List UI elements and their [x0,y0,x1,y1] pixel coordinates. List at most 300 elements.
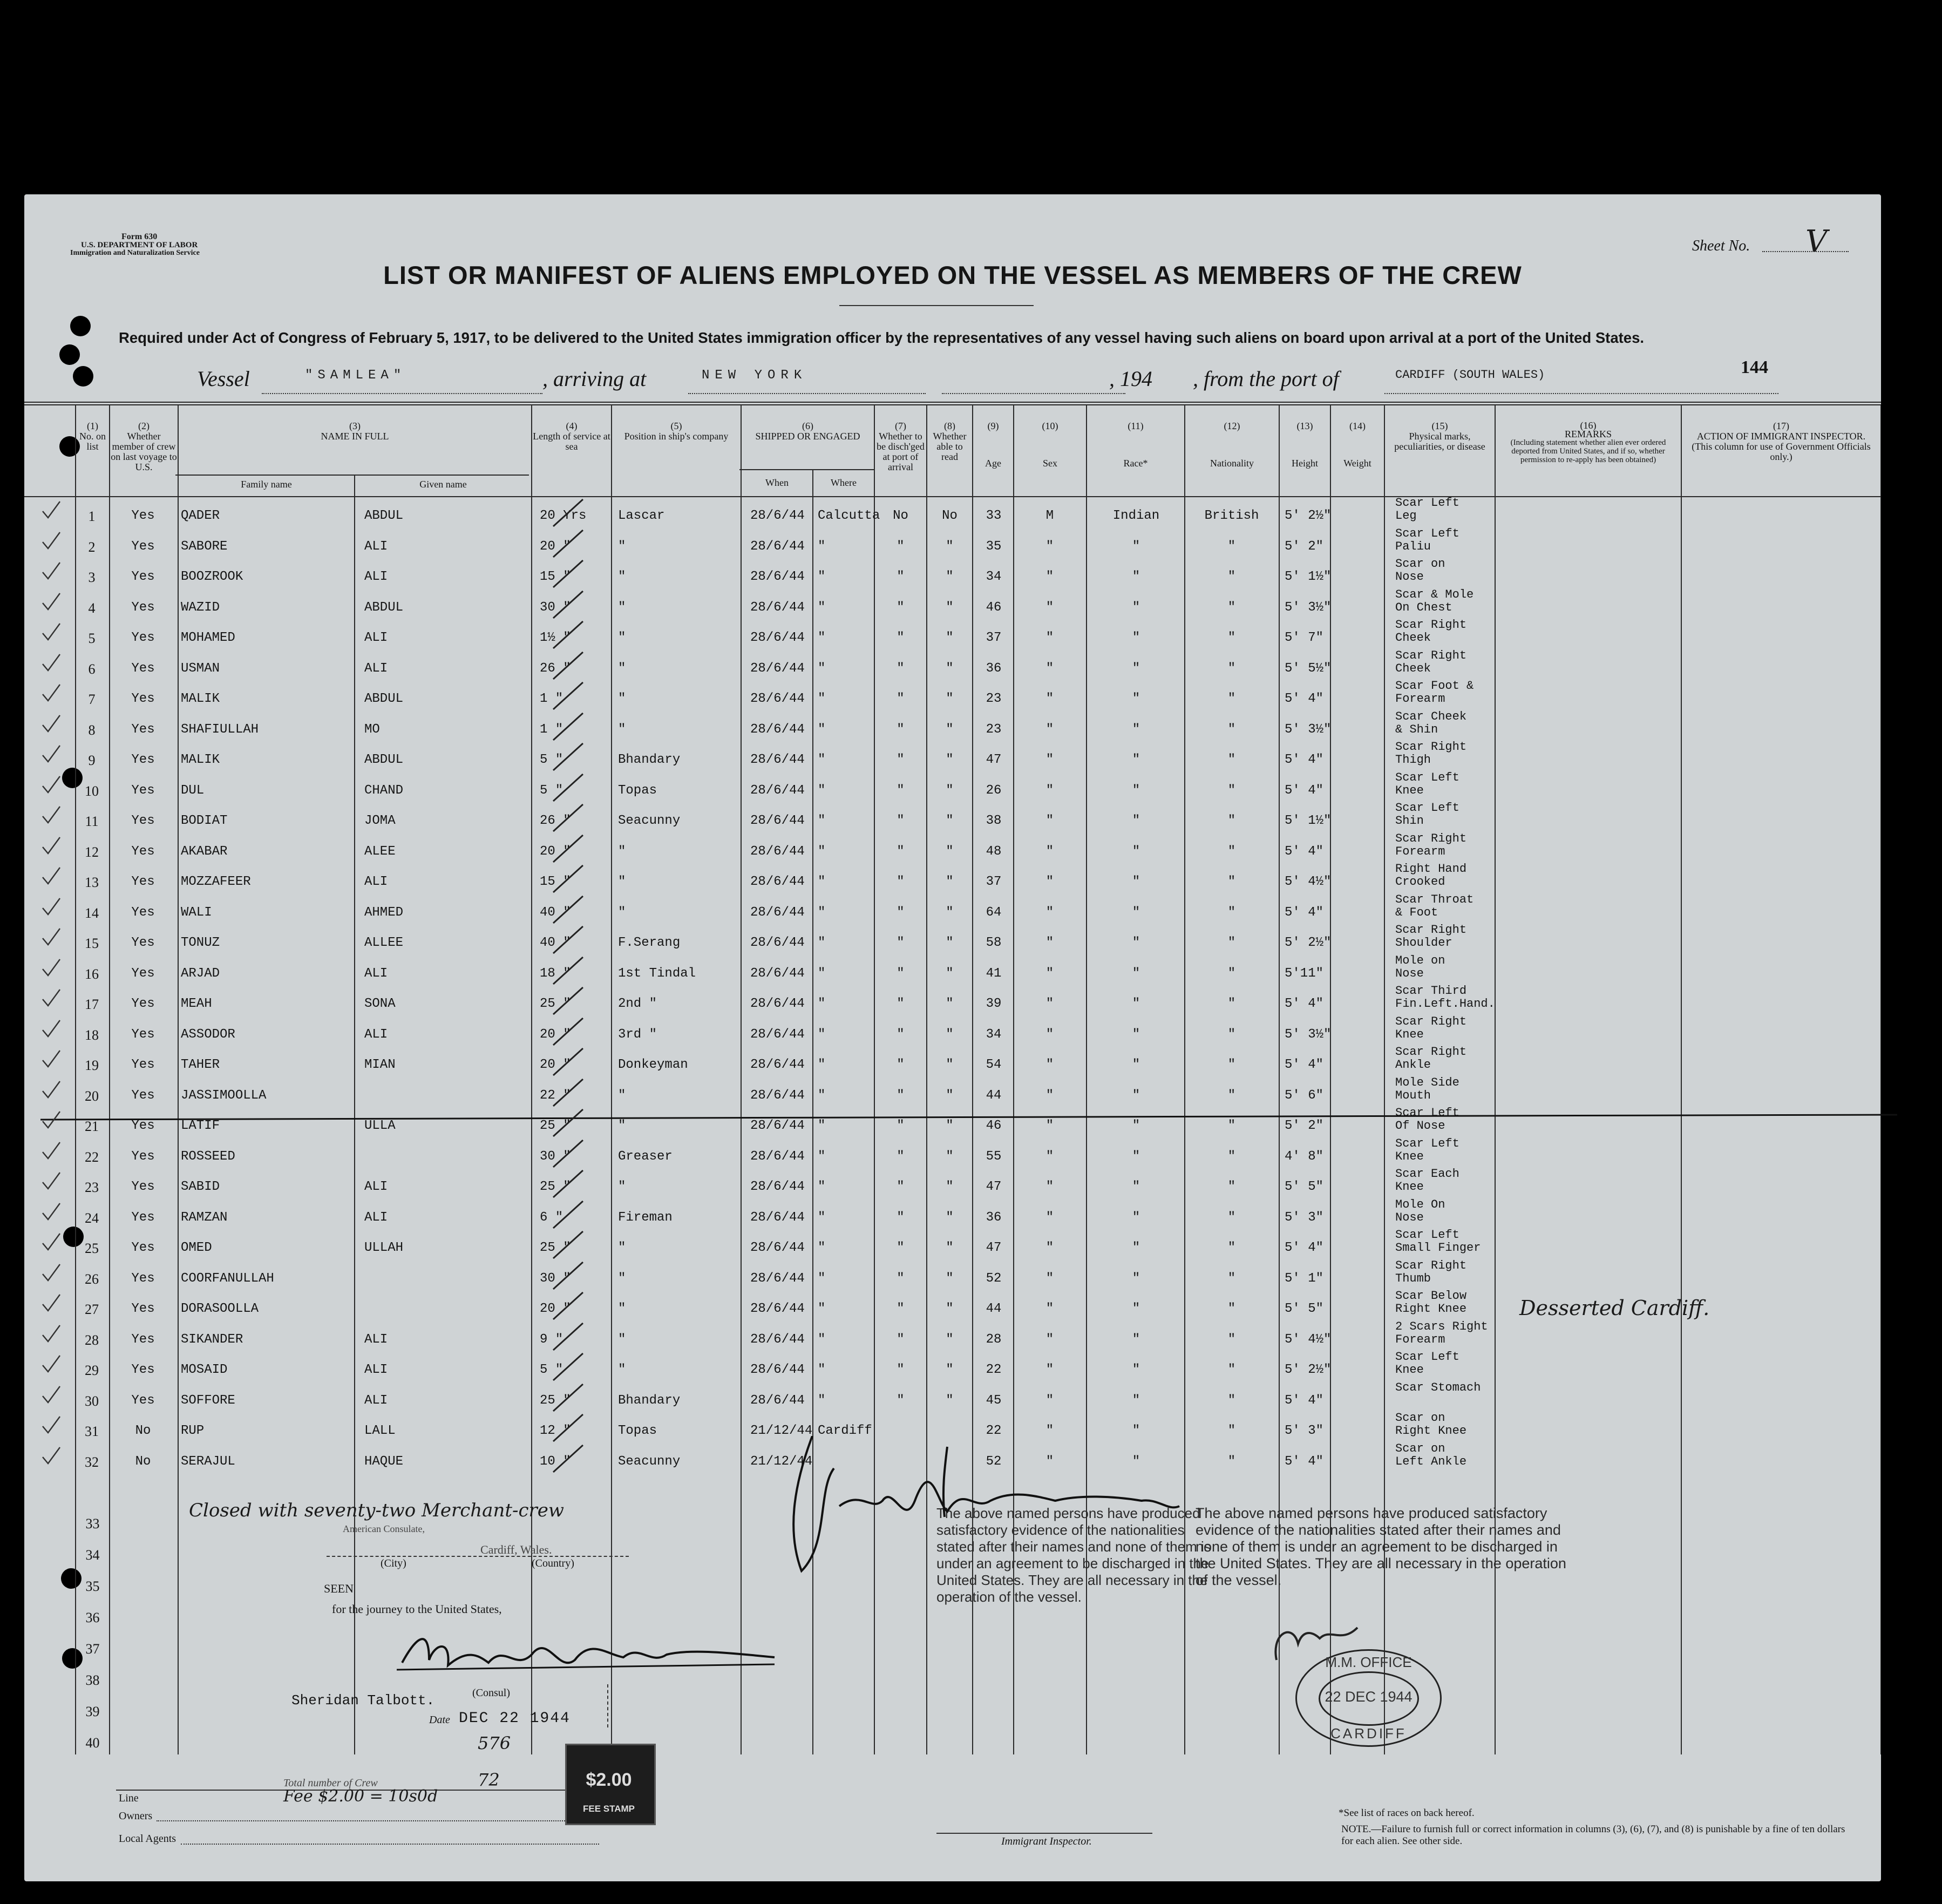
race: " [1132,661,1140,676]
crew-number: 31 [85,1424,99,1439]
able-to-read: " [946,997,954,1011]
physical-marks: Scar Right Thigh [1395,740,1467,767]
race: " [1132,1119,1140,1133]
shipped-where: " [818,1363,826,1377]
discharge: " [897,1119,905,1133]
family-name: DORASOOLLA [181,1302,259,1316]
length-of-service: 20 Yrs [540,509,587,523]
tally-slash [551,1046,588,1078]
shipped-when: 28/6/44 [750,1149,805,1164]
sex: " [1045,844,1054,859]
check-mark-icon [40,1048,62,1070]
physical-marks: Mole on Nose [1395,953,1445,980]
nationality: " [1227,844,1236,859]
age: 44 [986,1302,1002,1316]
able-to-read: " [946,1302,954,1316]
age: 26 [986,783,1002,798]
family-name: MEAH [181,997,212,1011]
crew-number: 8 [88,722,96,738]
shipped-when: 28/6/44 [750,1027,805,1042]
master-signature [731,1436,1206,1576]
shipped-when: 28/6/44 [750,692,805,706]
sex: " [1045,814,1054,828]
shipped-when: 28/6/44 [750,1180,805,1194]
family-name: ARJAD [181,966,220,981]
discharge: " [897,1332,905,1347]
check-mark-icon [40,926,62,948]
shipped-where: " [818,1302,826,1316]
family-name: QADER [181,509,220,523]
given-name: ALI [364,1027,388,1042]
prev-voyage: Yes [131,509,155,523]
col17-header: (17) ACTION OF IMMIGRANT INSPECTOR. (This column for use of Government Officials only.) [1692,421,1871,462]
position: " [618,1271,626,1286]
table-row [24,618,1881,659]
seen-label: SEEN [324,1582,354,1595]
height: 5' 3½" [1285,1027,1332,1042]
physical-marks: Scar on Right Knee [1395,1411,1467,1438]
race: " [1132,570,1140,584]
discharge: " [897,966,905,981]
tally-slash [551,771,588,804]
prev-voyage: Yes [131,783,155,798]
consul-title: (Consul) [472,1687,510,1699]
shipped-when: 28/6/44 [750,722,805,737]
table-row [24,1228,1881,1269]
prev-voyage: Yes [131,692,155,706]
discharge: " [897,539,905,554]
table-row [24,1014,1881,1055]
tally-slash [551,1290,588,1322]
physical-marks: Scar Right Shoulder [1395,923,1467,950]
check-mark-icon [40,1170,62,1192]
height: 5' 5½" [1285,661,1332,676]
tally-slash [551,1076,588,1109]
inspector-line [936,1833,1152,1834]
tally-slash [551,497,588,529]
given-name: ULLAH [364,1241,404,1255]
shipped-where: " [818,570,826,584]
height: 5' 2½" [1285,1363,1332,1377]
table-row [24,953,1881,994]
position: " [618,905,626,920]
length-of-service: 5 " [540,1363,563,1377]
col12-header: (12) Nationality [1210,421,1254,469]
family-name: ROSSEED [181,1149,235,1164]
check-mark-icon [40,835,62,857]
age: 47 [986,1241,1002,1255]
able-to-read: " [946,875,954,889]
family-name: BOOZROOK [181,570,243,584]
physical-marks: Scar Each Knee [1395,1167,1459,1194]
check-mark-icon [40,682,62,704]
check-mark-icon [40,865,62,887]
length-of-service: 25 " [540,997,571,1011]
prev-voyage: Yes [131,1271,155,1286]
family-name: SABID [181,1180,220,1194]
sex: " [1045,570,1054,584]
prev-voyage: Yes [131,814,155,828]
position: Donkeyman [618,1058,688,1072]
physical-marks: Scar Left Knee [1395,1350,1459,1377]
nationality: " [1227,1393,1236,1408]
col16-header: (16) REMARKS (Including statement whether alien ever ordered deported from United States, and if so, whether permission to re-apply has been obtained) [1510,420,1666,464]
table-row [24,831,1881,872]
length-of-service: 12 " [540,1424,571,1438]
prev-voyage: Yes [131,753,155,767]
height: 5' 7" [1285,631,1324,645]
length-of-service: 30 " [540,600,571,615]
col3-header: (3) NAME IN FULL [321,421,389,442]
tally-slash [551,1320,588,1353]
physical-marks: Mole On Nose [1395,1197,1445,1224]
prev-voyage: Yes [131,1058,155,1072]
sex: " [1045,722,1054,737]
able-to-read: " [946,1332,954,1347]
total-crew-value: 72 [478,1770,500,1790]
family-name: MOHAMED [181,631,235,645]
able-to-read: " [946,631,954,645]
family-name: USMAN [181,661,220,676]
check-mark-icon [40,1292,62,1314]
race: " [1132,1027,1140,1042]
tally-slash [551,680,588,712]
table-row [24,1197,1881,1238]
nationality: " [1227,875,1236,889]
position: " [618,844,626,859]
tally-slash [551,985,588,1017]
shipped-when: 28/6/44 [750,1210,805,1225]
physical-marks: Scar Left Paliu [1395,526,1459,553]
crew-number: 22 [85,1149,99,1165]
prev-voyage: Yes [131,661,155,676]
family-name: MOZZAFEER [181,875,251,889]
nationality: " [1227,905,1236,920]
length-of-service: 40 " [540,905,571,920]
family-name: MOSAID [181,1363,228,1377]
nationality: " [1227,1241,1236,1255]
discharge: " [897,692,905,706]
check-mark-icon [40,1201,62,1223]
physical-marks: Scar & Mole On Chest [1395,587,1474,614]
check-mark-icon [40,774,62,796]
shipped-when: 28/6/44 [750,1332,805,1347]
position: " [618,570,626,584]
age: 47 [986,753,1002,767]
crew-number: 3 [88,570,96,585]
tally-slash [551,802,588,834]
check-mark-icon [40,1079,62,1101]
able-to-read: " [946,1058,954,1072]
tally-slash [551,1107,588,1139]
family-name: JASSIMOOLLA [181,1088,267,1103]
check-mark-icon [40,1109,62,1131]
crew-number: 24 [85,1210,99,1226]
nationality: " [1227,1302,1236,1316]
sheet-no-value: V [1805,224,1828,259]
able-to-read: " [946,1119,954,1133]
discharge: " [897,1393,905,1408]
height: 5' 1" [1285,1271,1324,1286]
check-mark-icon [40,1262,62,1284]
prev-voyage: Yes [131,631,155,645]
check-mark-icon [40,957,62,979]
shipped-where: Calcutta [818,509,880,523]
table-row [24,679,1881,720]
discharge: " [897,661,905,676]
check-mark-icon [40,1414,62,1436]
given-name: ABDUL [364,753,404,767]
given-name: LALL [364,1424,396,1438]
given-name: ALI [364,570,388,584]
prev-voyage: Yes [131,905,155,920]
certification-left: The above named persons have produced satisfactory evidence of the nationalities stated after their names and none of them is under an agreement to be discharged in the United States. They are all necessary in the operation of the vessel. [936,1505,1211,1605]
table-row [24,709,1881,750]
shipped-when: 21/12/44 [750,1454,813,1469]
physical-marks: Right Hand Crooked [1395,862,1467,889]
tally-slash [551,1198,588,1231]
shipped-where: " [818,1332,826,1347]
check-mark-icon [40,1323,62,1345]
check-mark-icon [40,499,62,521]
able-to-read: " [946,661,954,676]
table-row [24,862,1881,903]
table-row [24,1380,1881,1421]
given-name: JOMA [364,814,396,828]
nationality: " [1227,1363,1236,1377]
check-mark-icon [40,743,62,765]
position: Topas [618,783,657,798]
table-row [24,496,1881,537]
crew-number: 9 [88,753,96,768]
tally-slash [551,527,588,560]
able-to-read: No [942,509,958,523]
family-name: COORFANULLAH [181,1271,274,1286]
family-name: SHAFIULLAH [181,722,259,737]
sex: " [1045,1149,1054,1164]
height: 5' 2½" [1285,936,1332,950]
discharge: " [897,1271,905,1286]
age: 54 [986,1058,1002,1072]
race: " [1132,1424,1140,1438]
able-to-read: " [946,1241,954,1255]
prev-voyage: Yes [131,936,155,950]
position: " [618,1332,626,1347]
physical-marks: Scar Left Of Nose [1395,1106,1459,1133]
col4-header: (4) Length of service at sea [533,421,610,452]
discharge: " [897,722,905,737]
given-name: ALI [364,1332,388,1347]
race: " [1132,600,1140,615]
position: Lascar [618,509,665,523]
check-mark-icon [40,1140,62,1162]
col8-header: (8) Whether able to read [933,421,967,462]
sex: " [1045,905,1054,920]
physical-marks: Scar Below Right Knee [1395,1289,1467,1316]
check-mark-icon [40,621,62,643]
height: 5' 4" [1285,844,1324,859]
discharge: " [897,1363,905,1377]
height: 5' 4" [1285,783,1324,798]
sex: " [1045,1241,1054,1255]
col3-family-header: Family name [241,479,292,490]
length-of-service: 9 " [540,1332,563,1347]
shipped-where: " [818,1088,826,1103]
family-name: TAHER [181,1058,220,1072]
shipped-when: 28/6/44 [750,844,805,859]
family-name: RUP [181,1424,205,1438]
form-number: Form 630 [121,232,158,241]
shipped-where: " [818,661,826,676]
length-of-service: 20 " [540,1058,571,1072]
nationality: " [1227,1271,1236,1286]
given-name: MO [364,722,380,737]
race: " [1132,783,1140,798]
shipped-where: " [818,753,826,767]
position: " [618,1302,626,1316]
nationality: " [1227,1119,1236,1133]
discharge: " [897,814,905,828]
family-name: DUL [181,783,205,798]
discharge: " [897,844,905,859]
shipped-when: 28/6/44 [750,997,805,1011]
shipped-where: " [818,692,826,706]
height: 5' 4" [1285,905,1324,920]
prev-voyage: Yes [131,1119,155,1133]
physical-marks: Scar Right Knee [1395,1014,1467,1041]
family-name: SIKANDER [181,1332,243,1347]
crew-number: 2 [88,539,96,555]
shipped-when: 28/6/44 [750,1088,805,1103]
table-row [24,984,1881,1025]
height: 5' 2½" [1285,509,1332,523]
consulate-line [327,1556,629,1557]
crew-number: 29 [85,1363,99,1378]
crew-number: 14 [85,905,99,921]
age: 58 [986,936,1002,950]
race: " [1132,1088,1140,1103]
position: " [618,631,626,645]
discharge: " [897,905,905,920]
tally-slash [551,1015,588,1048]
nationality: " [1227,753,1236,767]
prev-voyage: Yes [131,844,155,859]
crew-number: 5 [88,631,96,646]
tally-slash [551,1259,588,1292]
sex: M [1045,509,1054,523]
length-of-service: 25 " [540,1180,571,1194]
physical-marks: Scar Cheek & Shin [1395,709,1467,736]
length-of-service: 1½ " [540,631,571,645]
shipped-where: " [818,936,826,950]
able-to-read: " [946,1210,954,1225]
shipped-when: 28/6/44 [750,570,805,584]
shipped-when: 28/6/44 [750,1058,805,1072]
length-of-service: 30 " [540,1149,571,1164]
vessel-name: "SAMLEA" [305,368,406,383]
table-row [24,1350,1881,1391]
check-mark-icon [40,987,62,1009]
length-of-service: 20 " [540,1302,571,1316]
manifest-subtitle: Required under Act of Congress of February 5, 1917, to be delivered to the United States immigration officer by the representatives of any vessel having such aliens on board upon arrival at a port of the United States. [119,329,1645,346]
discharge: " [897,875,905,889]
height: 5' 1½" [1285,814,1332,828]
height: 5' 5" [1285,1302,1324,1316]
nationality: " [1227,692,1236,706]
prev-voyage: Yes [131,1180,155,1194]
col14-header: (14) Weight [1343,421,1371,469]
nationality: " [1227,600,1236,615]
sex: " [1045,1424,1054,1438]
given-name: ALI [364,1210,388,1225]
prev-voyage: Yes [131,1149,155,1164]
physical-marks: 2 Scars Right Forearm [1395,1319,1488,1346]
age: 23 [986,692,1002,706]
race: " [1132,966,1140,981]
tally-slash [551,1412,588,1444]
position: 2nd " [618,997,657,1011]
nationality: " [1227,1149,1236,1164]
table-row [24,1045,1881,1086]
race: " [1132,814,1140,828]
race: " [1132,1180,1140,1194]
tally-slash [551,832,588,865]
crew-number: 26 [85,1271,99,1287]
tally-slash [551,588,588,621]
nationality: " [1227,631,1236,645]
mm-office-stamp: M.M. OFFICE 22 DEC 1944 CARDIFF [1295,1649,1442,1747]
shipped-when: 28/6/44 [750,936,805,950]
col11-header: (11) Race* [1123,421,1148,469]
length-of-service: 18 " [540,966,571,981]
crew-number: 11 [85,814,99,829]
height: 5' 4" [1285,1454,1324,1469]
shipped-when: 28/6/44 [750,661,805,676]
position: Seacunny [618,1454,681,1469]
physical-marks: Scar Right Thumb [1395,1258,1467,1285]
shipped-where: " [818,844,826,859]
prev-voyage: Yes [131,966,155,981]
position: " [618,1180,626,1194]
country-label: (Country) [532,1557,574,1569]
age: 52 [986,1454,1002,1469]
sex: " [1045,661,1054,676]
physical-marks: Scar Right Forearm [1395,831,1467,858]
nationality: " [1227,783,1236,798]
shipped-where: " [818,905,826,920]
shipped-when: 28/6/44 [750,753,805,767]
tally-slash [551,1137,588,1170]
shipped-when: 28/6/44 [750,600,805,615]
shipped-when: 28/6/44 [750,509,805,523]
given-name: ABDUL [364,509,404,523]
check-mark-icon [40,713,62,735]
empty-row-number: 38 [85,1672,100,1688]
tally-slash [551,1442,588,1475]
nationality: " [1227,966,1236,981]
age: 35 [986,539,1002,554]
shipped-where: " [818,1149,826,1164]
shipped-when: 28/6/44 [750,1119,805,1133]
race: " [1132,905,1140,920]
able-to-read: " [946,1393,954,1408]
able-to-read: " [946,722,954,737]
shipped-when: 28/6/44 [750,1271,805,1286]
age: 22 [986,1363,1002,1377]
discharge: " [897,1180,905,1194]
position: " [618,539,626,554]
family-name: TONUZ [181,936,220,950]
